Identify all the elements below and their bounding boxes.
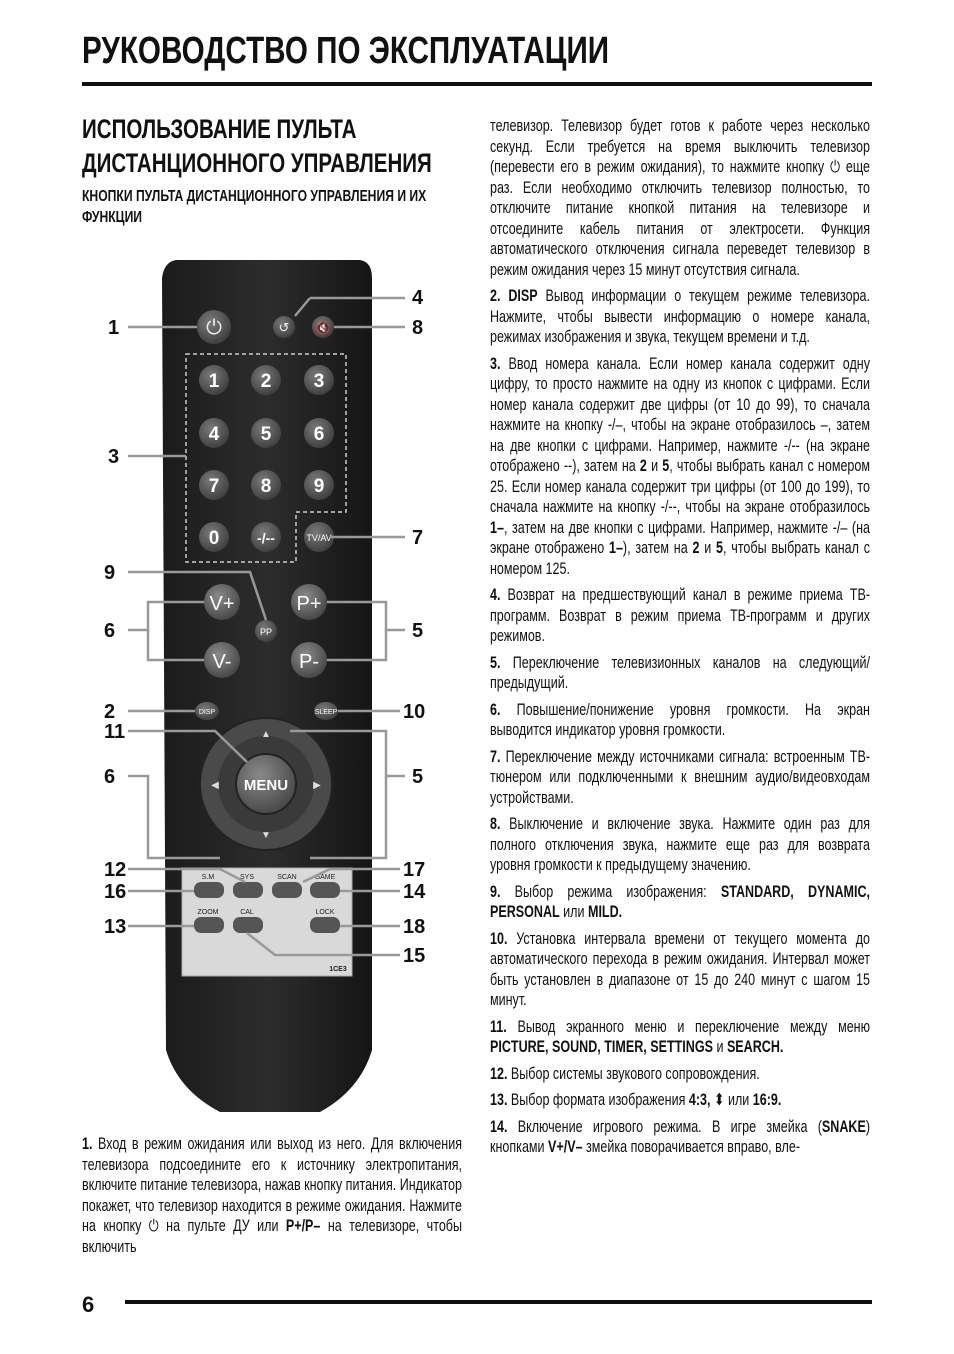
item-11-paragraph: 11. Вывод экранного меню и переключение между меню PICTURE, SOUND, TIMER, SETTINGS и SEARCH. [490, 1017, 870, 1056]
item-1-number: 1. [82, 1135, 93, 1153]
item-2-paragraph: 2. DISP Вывод информации о текущем режиме телевизора. Нажмите, чтобы вывести информацию о номере канала, режимах изображения и звука, текущем времени и т.д. [490, 287, 871, 346]
digit-4: 4 [208, 424, 220, 445]
callout-2: 2 [104, 701, 116, 723]
lock-button [310, 917, 340, 933]
item-5-paragraph: 5. Переключение телевизионных каналов на следующий/предыдущий. [490, 653, 870, 692]
callout-16: 16 [104, 881, 127, 903]
remote-illustration [90, 255, 450, 1115]
vol-up-label: V+ [209, 593, 235, 615]
scan-label: SCAN [277, 874, 297, 881]
sys-label: SYS [239, 874, 255, 881]
lock-label: LOCK [315, 909, 335, 916]
callout-10: 10 [403, 701, 426, 723]
page-number: 6 [82, 1292, 95, 1317]
menu-label: MENU [243, 777, 289, 794]
item-13-paragraph: 13. Выбор формата изображения 4:3, ⬍ или 16:9. [490, 1091, 782, 1109]
scan-button [272, 882, 302, 898]
page-title: РУКОВОДСТВО ПО ЭКСПЛУАТАЦИИ [82, 30, 610, 72]
callout-9: 9 [104, 562, 116, 584]
model-label: 1CE3 [329, 966, 347, 973]
mute-icon: 🔇 [315, 321, 331, 335]
footer-rule [125, 1300, 872, 1304]
digit-8: 8 [260, 476, 272, 497]
item-9-paragraph: 9. Выбор режима изображения: STANDARD, DYNAMIC, PERSONAL или MILD. [490, 882, 870, 921]
item-6-paragraph: 6. Повышение/понижение уровня громкости. На экран выводится индикатор уровня громкости. [490, 700, 870, 739]
item-3-paragraph: 3. Ввод номера канала. Если номер канала содержит одну цифру, то просто нажмите на одну из кнопок с цифрами. Если номер канала содержит две цифры (от 10 до 99), то сначала нажмите на кнопку -/–, чтобы на экране отобразилось –, затем на две кнопки с цифрами. Например, нажмите -/-- (на экране отображено --), затем на 2 и 5, чтобы выбрать канал с номером 25. Если номер канала содержит три цифры (от 100 до 199), то сначала нажмите на кнопку -/--, чтобы на экране отобразилось 1–, затем на две кнопки с цифрами. Например, нажмите -/– (на экране отображено 1–), затем на 2 и 5, чтобы выбрать канал с номером 125. [490, 354, 871, 578]
item-1-paragraph: 1. Вход в режим ожидания или выход из него. Для включения телевизора подсоедините его к источнику электропитания, включите питание телевизора, нажав кнопку питания. Индикатор покажет, что телевизор находится в режиме ожидания. Нажмите на кнопку ⏻ на пульте ДУ или P+/P– на телевизоре, чтобы включить [82, 1135, 463, 1256]
callout-17: 17 [403, 859, 426, 881]
arrow-down-icon: ▼ [261, 830, 271, 841]
disp-label: DISP [198, 709, 216, 716]
digit-1: 1 [208, 371, 220, 392]
vol-down-label: V- [212, 651, 232, 673]
digit-0: 0 [208, 528, 220, 549]
arrow-up-icon: ▲ [261, 729, 271, 740]
item-8-paragraph: 8. Выключение и включение звука. Нажмите один раз для полного отключения звука, нажмите еще раз для возврата уровня громкости к предыдущему значению. [490, 815, 870, 874]
callout-4: 4 [412, 287, 424, 309]
callout-5a: 5 [412, 620, 424, 642]
power-icon: ⏻ [148, 1217, 159, 1235]
section-title: ИСПОЛЬЗОВАНИЕ ПУЛЬТА ДИСТАНЦИОННОГО УПРАВЛЕНИЯ [82, 114, 432, 178]
prog-up-label: P+ [296, 593, 322, 615]
tvav-label: TV/AV [306, 533, 332, 543]
arrow-right-icon: ▶ [313, 780, 321, 791]
item-14-paragraph: 14. Включение игрового режима. В игре змейка (SNAKE) кнопками V+/V– змейка поворачивается вправо, вле- [490, 1117, 870, 1156]
left-text-column [82, 1134, 462, 1263]
cal-label: CAL [240, 909, 254, 916]
digit-dash: -/-- [257, 530, 275, 546]
sys-button [233, 882, 263, 898]
arrow-left-icon: ◀ [211, 780, 219, 791]
digit-2: 2 [260, 371, 272, 392]
item-10-paragraph: 10. Установка интервала времени от текущего момента до автоматического перехода в режим ожидания. Интервал может быть установлен в диапазоне от 15 до 240 минут с шагом 15 минут. [490, 929, 870, 1009]
callout-6a: 6 [104, 620, 116, 642]
item-4-paragraph: 4. Возврат на предшествующий канал в режиме приема ТВ-программ. Возврат в режим приема ТВ-программ и других режимов. [490, 586, 870, 645]
digit-9: 9 [313, 476, 325, 497]
recall-icon: ↺ [278, 320, 290, 335]
title-rule [82, 82, 872, 86]
item-12-paragraph: 12. Выбор системы звукового сопровождения. [490, 1064, 760, 1083]
power-icon: ⏻ [830, 158, 841, 176]
callout-5b: 5 [412, 766, 424, 788]
callout-12: 12 [104, 859, 127, 881]
cal-button [233, 917, 263, 933]
callout-6b: 6 [104, 766, 116, 788]
zoom-label: ZOOM [197, 909, 219, 916]
sleep-label: SLEEP [314, 709, 338, 716]
game-button [310, 882, 340, 898]
item-1-continued: телевизор. Телевизор будет готов к работе через несколько секунд. Если требуется на время выключить телевизор (перевести его в режим ожидания), то нажмите кнопку ⏻ еще раз. Если необходимо отключить телевизор полностью, то отключите питание кнопкой питания на телевизоре и отсоедините кабель питания от электросети. Функция автоматического отключения сигнала переведет телевизор в режим ожидания через 15 минут отсутствия сигнала. [490, 117, 870, 279]
aspect-arrows-icon: ⬍ [713, 1091, 725, 1109]
power-icon: ⏻ [206, 317, 222, 339]
digit-6: 6 [313, 424, 325, 445]
callout-7: 7 [412, 527, 424, 549]
section-subtitle: КНОПКИ ПУЛЬТА ДИСТАНЦИОННОГО УПРАВЛЕНИЯ И ИХ ФУНКЦИИ [82, 188, 427, 226]
callout-14: 14 [403, 881, 426, 903]
callout-1: 1 [108, 317, 120, 339]
digit-5: 5 [260, 424, 272, 445]
callout-13: 13 [104, 916, 127, 938]
pp-label: PP [259, 627, 273, 637]
game-label: GAME [314, 874, 336, 881]
prog-down-label: P- [299, 651, 319, 673]
callout-18: 18 [403, 916, 426, 938]
digit-7: 7 [208, 476, 220, 497]
digit-3: 3 [313, 371, 325, 392]
sm-label: S.M [201, 874, 215, 881]
callout-8: 8 [412, 317, 424, 339]
zoom-button [194, 917, 224, 933]
right-text-column [490, 116, 870, 1164]
callout-11: 11 [104, 721, 126, 743]
callout-3: 3 [108, 446, 120, 468]
callout-15: 15 [403, 945, 426, 967]
item-7-paragraph: 7. Переключение между источниками сигнала: встроенным ТВ-тюнером или подключенными к внешним аудио/видеовходам устройствами. [490, 747, 870, 807]
sm-button [194, 882, 224, 898]
